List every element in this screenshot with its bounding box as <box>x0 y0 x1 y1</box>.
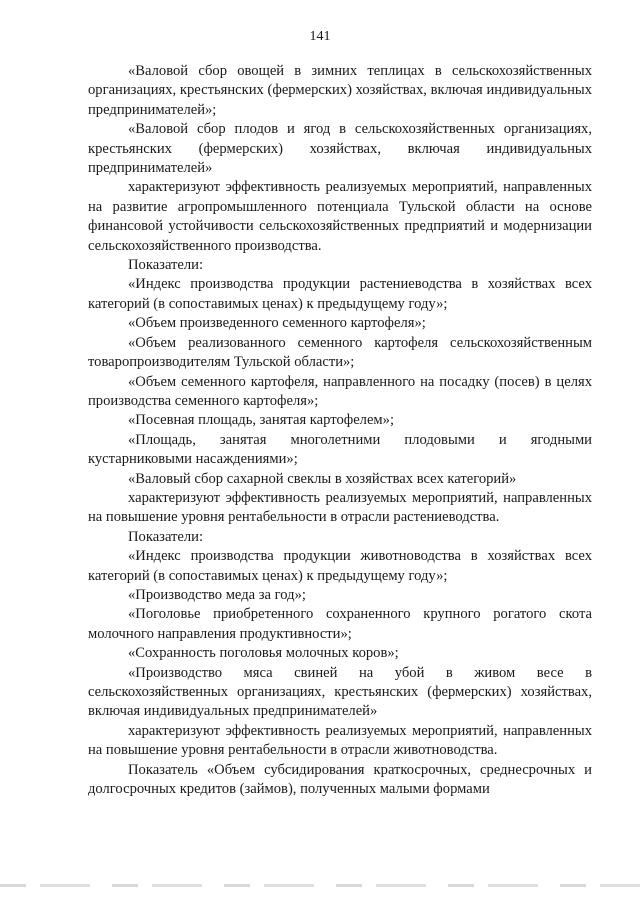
paragraph: «Площадь, занятая многолетними плодовыми и ягодными кустарниковыми насаждениями»; <box>88 431 592 468</box>
paragraph: «Сохранность поголовья молочных коров»; <box>128 645 399 662</box>
document-body <box>88 62 592 799</box>
paragraph: характеризуют эффективность реализуемых мероприятий, направленных на повышение уровня рентабельности в отрасли растениеводства. <box>88 489 592 526</box>
paragraph: «Объем произведенного семенного картофеля»; <box>128 315 426 332</box>
paragraph: «Валовой сбор плодов и ягод в сельскохозяйственных организациях, крестьянских (фермерских) хозяйствах, включая индивидуальных предпринимателей» <box>88 121 592 177</box>
scan-artifact-line <box>0 884 640 887</box>
paragraph: «Индекс производства продукции растениеводства в хозяйствах всех категорий (в сопоставимых ценах) к предыдущему году»; <box>88 276 592 312</box>
paragraph: «Посевная площадь, занятая картофелем»; <box>128 412 395 429</box>
paragraph-heading: Показатели: <box>128 528 204 545</box>
paragraph: характеризуют эффективность реализуемых мероприятий, направленных на развитие агропромышленного потенциала Тульской области на основе финансовой устойчивости сельскохозяйственных предприятий и модернизации сельскохозяйственного производства. <box>88 179 592 254</box>
paragraph: «Объем реализованного семенного картофеля сельскохозяйственным товаропроизводителям Тульской области»; <box>88 334 592 371</box>
paragraph-heading: Показатели: <box>128 257 204 274</box>
paragraph: «Валовой сбор овощей в зимних теплицах в сельскохозяйственных организациях, крестьянских (фермерских) хозяйствах, включая индивидуальных предпринимателей»; <box>88 63 592 118</box>
paragraph: «Валовый сбор сахарной свеклы в хозяйствах всех категорий» <box>128 470 517 487</box>
page-number: 141 <box>309 29 331 44</box>
paragraph: «Индекс производства продукции животноводства в хозяйствах всех категорий (в сопоставимых ценах) к предыдущему году»; <box>88 548 592 584</box>
paragraph: «Производство мяса свиней на убой в живом весе в сельскохозяйственных организациях, крестьянских (фермерских) хозяйствах, включая индивидуальных предпринимателей» <box>88 664 592 720</box>
paragraph: «Поголовье приобретенного сохраненного крупного рогатого скота молочного направления продуктивности»; <box>88 606 592 642</box>
paragraph: «Производство меда за год»; <box>128 586 306 603</box>
paragraph: Показатель «Объем субсидирования краткосрочных, среднесрочных и долгосрочных кредитов (займов), полученных малыми формами <box>88 761 592 798</box>
paragraph: «Объем семенного картофеля, направленного на посадку (посев) в целях производства семенного картофеля»; <box>88 373 592 409</box>
paragraph: характеризуют эффективность реализуемых мероприятий, направленных на повышение уровня рентабельности в отрасли животноводства. <box>88 722 592 759</box>
